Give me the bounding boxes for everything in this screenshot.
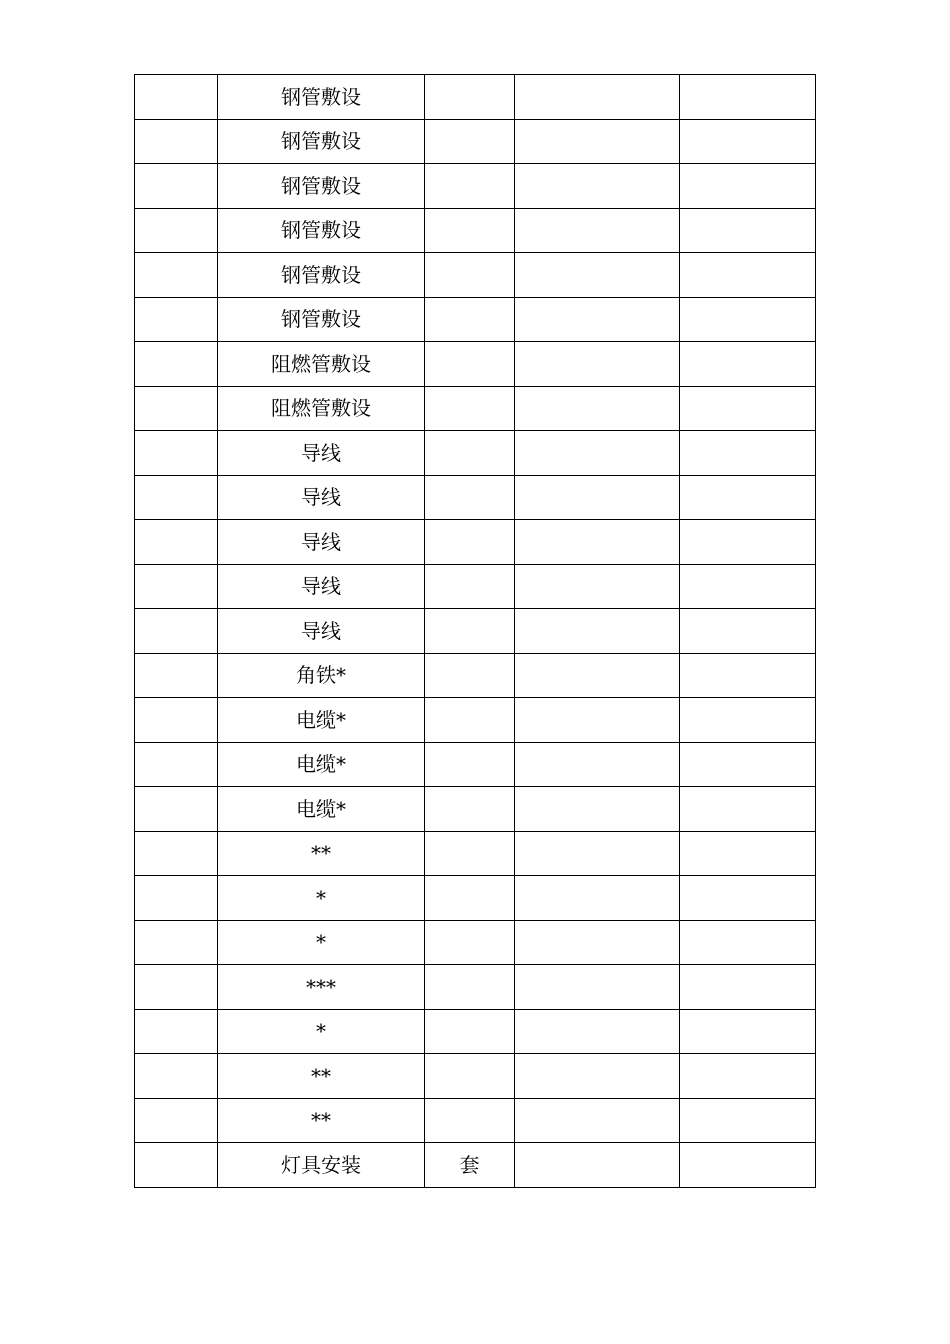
index-cell bbox=[135, 609, 218, 654]
remark-cell bbox=[680, 1098, 816, 1143]
quantity-cell bbox=[515, 965, 680, 1010]
item-name-cell: 电缆* bbox=[218, 698, 425, 743]
index-cell bbox=[135, 920, 218, 965]
index-cell bbox=[135, 386, 218, 431]
item-name-cell: *** bbox=[218, 965, 425, 1010]
unit-cell bbox=[425, 653, 515, 698]
table-row bbox=[135, 297, 816, 342]
remark-cell bbox=[680, 876, 816, 921]
table-row bbox=[135, 564, 816, 609]
remark-cell bbox=[680, 119, 816, 164]
remark-cell bbox=[680, 520, 816, 565]
index-cell bbox=[135, 75, 218, 120]
quantity-cell bbox=[515, 698, 680, 743]
index-cell bbox=[135, 1009, 218, 1054]
quantity-cell bbox=[515, 75, 680, 120]
remark-cell bbox=[680, 386, 816, 431]
table-row bbox=[135, 164, 816, 209]
remark-cell bbox=[680, 164, 816, 209]
item-name-cell: 电缆* bbox=[218, 742, 425, 787]
unit-cell bbox=[425, 164, 515, 209]
remark-cell bbox=[680, 564, 816, 609]
table-row bbox=[135, 75, 816, 120]
remark-cell bbox=[680, 698, 816, 743]
unit-cell bbox=[425, 742, 515, 787]
table-row bbox=[135, 609, 816, 654]
item-name-cell: 钢管敷设 bbox=[218, 297, 425, 342]
item-name-cell: * bbox=[218, 920, 425, 965]
remark-cell bbox=[680, 1143, 816, 1188]
quantity-cell bbox=[515, 1009, 680, 1054]
item-name-cell: 灯具安装 bbox=[218, 1143, 425, 1188]
index-cell bbox=[135, 831, 218, 876]
table-row bbox=[135, 920, 816, 965]
item-name-cell: 钢管敷设 bbox=[218, 164, 425, 209]
table-row bbox=[135, 119, 816, 164]
table-row bbox=[135, 342, 816, 387]
item-name-cell: * bbox=[218, 1009, 425, 1054]
unit-cell bbox=[425, 787, 515, 832]
table-row bbox=[135, 653, 816, 698]
table-row bbox=[135, 253, 816, 298]
remark-cell bbox=[680, 787, 816, 832]
quantity-cell bbox=[515, 653, 680, 698]
quantity-cell bbox=[515, 609, 680, 654]
unit-cell bbox=[425, 1054, 515, 1099]
index-cell bbox=[135, 787, 218, 832]
table-row bbox=[135, 742, 816, 787]
index-cell bbox=[135, 164, 218, 209]
quantity-cell bbox=[515, 520, 680, 565]
table-row bbox=[135, 386, 816, 431]
quantity-cell bbox=[515, 1054, 680, 1099]
table-row bbox=[135, 698, 816, 743]
quantity-cell bbox=[515, 831, 680, 876]
unit-cell bbox=[425, 431, 515, 476]
item-name-cell: 导线 bbox=[218, 609, 425, 654]
index-cell bbox=[135, 342, 218, 387]
index-cell bbox=[135, 1098, 218, 1143]
unit-cell bbox=[425, 698, 515, 743]
quantity-cell bbox=[515, 920, 680, 965]
unit-cell bbox=[425, 831, 515, 876]
remark-cell bbox=[680, 253, 816, 298]
remark-cell bbox=[680, 742, 816, 787]
quantity-cell bbox=[515, 253, 680, 298]
table-row bbox=[135, 965, 816, 1010]
remark-cell bbox=[680, 1009, 816, 1054]
unit-cell bbox=[425, 1098, 515, 1143]
table-row bbox=[135, 1009, 816, 1054]
quantity-cell bbox=[515, 164, 680, 209]
index-cell bbox=[135, 208, 218, 253]
table-body bbox=[135, 75, 816, 1188]
table-row bbox=[135, 1098, 816, 1143]
unit-cell bbox=[425, 208, 515, 253]
materials-table bbox=[134, 74, 816, 1188]
item-name-cell: ** bbox=[218, 1054, 425, 1099]
index-cell bbox=[135, 965, 218, 1010]
table-row bbox=[135, 520, 816, 565]
remark-cell bbox=[680, 965, 816, 1010]
item-name-cell: 钢管敷设 bbox=[218, 208, 425, 253]
table-row bbox=[135, 831, 816, 876]
table-row bbox=[135, 1054, 816, 1099]
remark-cell bbox=[680, 208, 816, 253]
remark-cell bbox=[680, 431, 816, 476]
unit-cell bbox=[425, 965, 515, 1010]
remark-cell bbox=[680, 920, 816, 965]
unit-cell bbox=[425, 253, 515, 298]
quantity-cell bbox=[515, 876, 680, 921]
unit-cell bbox=[425, 520, 515, 565]
item-name-cell: 钢管敷设 bbox=[218, 253, 425, 298]
table-row bbox=[135, 787, 816, 832]
table-row bbox=[135, 475, 816, 520]
quantity-cell bbox=[515, 1098, 680, 1143]
index-cell bbox=[135, 564, 218, 609]
item-name-cell: ** bbox=[218, 1098, 425, 1143]
item-name-cell: 钢管敷设 bbox=[218, 75, 425, 120]
quantity-cell bbox=[515, 787, 680, 832]
remark-cell bbox=[680, 75, 816, 120]
index-cell bbox=[135, 297, 218, 342]
index-cell bbox=[135, 1143, 218, 1188]
unit-cell bbox=[425, 475, 515, 520]
unit-cell bbox=[425, 75, 515, 120]
unit-cell bbox=[425, 564, 515, 609]
remark-cell bbox=[680, 475, 816, 520]
table-row bbox=[135, 1143, 816, 1188]
item-name-cell: ** bbox=[218, 831, 425, 876]
table-row bbox=[135, 876, 816, 921]
remark-cell bbox=[680, 653, 816, 698]
table-row bbox=[135, 431, 816, 476]
item-name-cell: 电缆* bbox=[218, 787, 425, 832]
item-name-cell: 导线 bbox=[218, 431, 425, 476]
index-cell bbox=[135, 119, 218, 164]
quantity-cell bbox=[515, 475, 680, 520]
quantity-cell bbox=[515, 386, 680, 431]
table-row bbox=[135, 208, 816, 253]
item-name-cell: * bbox=[218, 876, 425, 921]
index-cell bbox=[135, 475, 218, 520]
item-name-cell: 角铁* bbox=[218, 653, 425, 698]
remark-cell bbox=[680, 831, 816, 876]
unit-cell bbox=[425, 609, 515, 654]
index-cell bbox=[135, 520, 218, 565]
index-cell bbox=[135, 431, 218, 476]
item-name-cell: 阻燃管敷设 bbox=[218, 342, 425, 387]
quantity-cell bbox=[515, 431, 680, 476]
index-cell bbox=[135, 653, 218, 698]
remark-cell bbox=[680, 342, 816, 387]
item-name-cell: 钢管敷设 bbox=[218, 119, 425, 164]
index-cell bbox=[135, 253, 218, 298]
remark-cell bbox=[680, 297, 816, 342]
index-cell bbox=[135, 876, 218, 921]
unit-cell bbox=[425, 920, 515, 965]
quantity-cell bbox=[515, 297, 680, 342]
item-name-cell: 阻燃管敷设 bbox=[218, 386, 425, 431]
unit-cell bbox=[425, 386, 515, 431]
quantity-cell bbox=[515, 1143, 680, 1188]
quantity-cell bbox=[515, 342, 680, 387]
quantity-cell bbox=[515, 564, 680, 609]
index-cell bbox=[135, 698, 218, 743]
quantity-cell bbox=[515, 119, 680, 164]
index-cell bbox=[135, 1054, 218, 1099]
remark-cell bbox=[680, 1054, 816, 1099]
quantity-cell bbox=[515, 208, 680, 253]
index-cell bbox=[135, 742, 218, 787]
remark-cell bbox=[680, 609, 816, 654]
unit-cell bbox=[425, 297, 515, 342]
unit-cell bbox=[425, 119, 515, 164]
item-name-cell: 导线 bbox=[218, 475, 425, 520]
quantity-cell bbox=[515, 742, 680, 787]
unit-cell bbox=[425, 1009, 515, 1054]
unit-cell bbox=[425, 342, 515, 387]
item-name-cell: 导线 bbox=[218, 520, 425, 565]
unit-cell: 套 bbox=[425, 1143, 515, 1188]
unit-cell bbox=[425, 876, 515, 921]
item-name-cell: 导线 bbox=[218, 564, 425, 609]
